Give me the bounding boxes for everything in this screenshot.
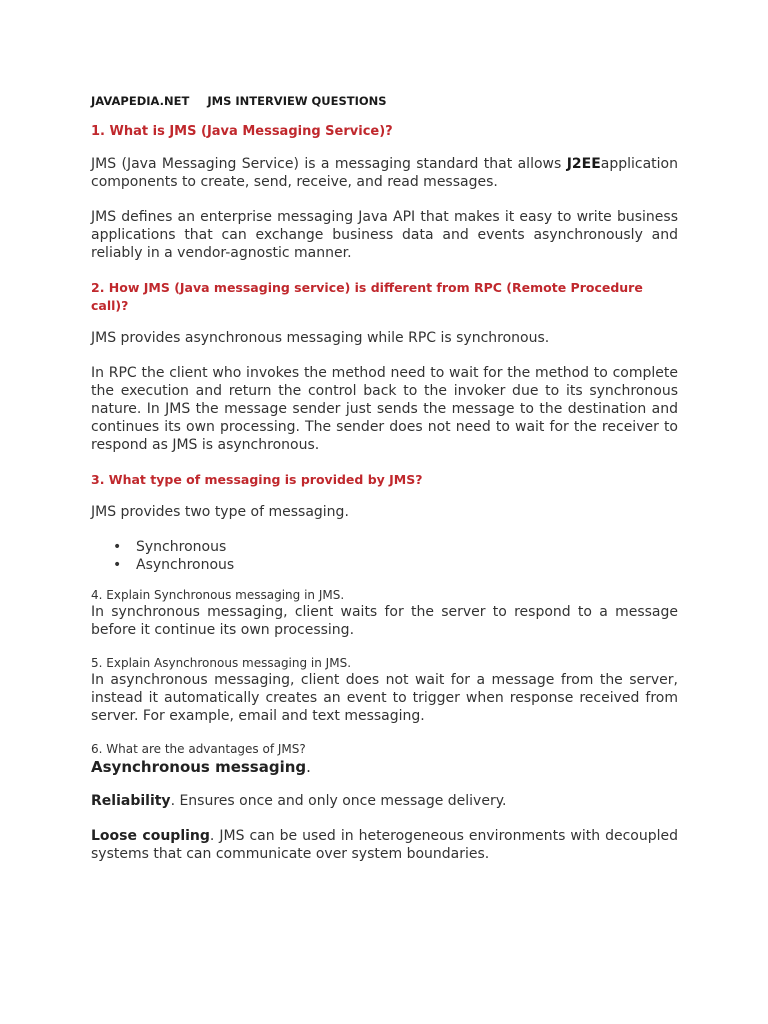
messaging-types-list [91, 538, 678, 574]
answer-2-paragraph-2: In RPC the client who invokes the method need to wait for the method to complete the execution and return the control back to the invoker due to its synchronous nature. In JMS the message sender just sends the message to the destination and continues its own processing. The sender does not need to wait for the receiver to respond as JMS is asynchronous. [91, 365, 678, 453]
bullet-icon: • [113, 539, 122, 555]
answer-1-text-b: application components to create, send, receive, and read messages. [91, 156, 678, 190]
question-2: 2. How JMS (Java messaging service) is different from RPC (Remote Procedure call)? [91, 280, 643, 313]
answer-1-paragraph-1 [91, 155, 678, 191]
answer-2-paragraph-1: JMS provides asynchronous messaging while RPC is synchronous. [91, 330, 550, 346]
answer-1-text-a: JMS (Java Messaging Service) is a messaging standard that allows [91, 156, 567, 172]
answer-5: In asynchronous messaging, client does not wait for a message from the server, instead it automatically creates an event to trigger when response received from server. For example, email and text messaging. [91, 672, 678, 724]
site-name: JAVAPEDIA.NET [91, 94, 190, 108]
advantage-reliability: Reliability. Ensures once and only once message delivery. [91, 793, 507, 809]
document-header [91, 94, 678, 108]
answer-1-paragraph-2: JMS defines an enterprise messaging Java API that makes it easy to write business applications that can exchange business data and events asynchronously and reliably in a vendor-agnostic manner. [91, 209, 678, 261]
loose-coupling-label: Loose coupling [91, 828, 210, 844]
answer-4: In synchronous messaging, client waits for the server to respond to a message before it continue its own processing. [91, 604, 678, 638]
question-3: 3. What type of messaging is provided by JMS? [91, 472, 423, 487]
question-1: 1. What is JMS (Java Messaging Service)? [91, 124, 393, 139]
document-page [91, 94, 678, 880]
document-title: JMS INTERVIEW QUESTIONS [207, 94, 387, 108]
question-4: 4. Explain Synchronous messaging in JMS. [91, 588, 345, 602]
list-item: • Asynchronous [113, 557, 235, 573]
bullet-icon: • [113, 557, 122, 573]
list-item: • Synchronous [113, 539, 227, 555]
question-6: 6. What are the advantages of JMS? [91, 742, 306, 756]
j2ee-term: J2EE [566, 156, 601, 172]
advantage-loose-coupling: Loose coupling. JMS can be used in heterogeneous environments with decoupled systems that can communicate over system boundaries. [91, 828, 678, 862]
reliability-label: Reliability [91, 793, 171, 809]
advantage-asynchronous: Asynchronous messaging. [91, 758, 311, 776]
answer-3-paragraph-1: JMS provides two type of messaging. [91, 504, 349, 520]
question-5: 5. Explain Asynchronous messaging in JMS. [91, 656, 352, 670]
